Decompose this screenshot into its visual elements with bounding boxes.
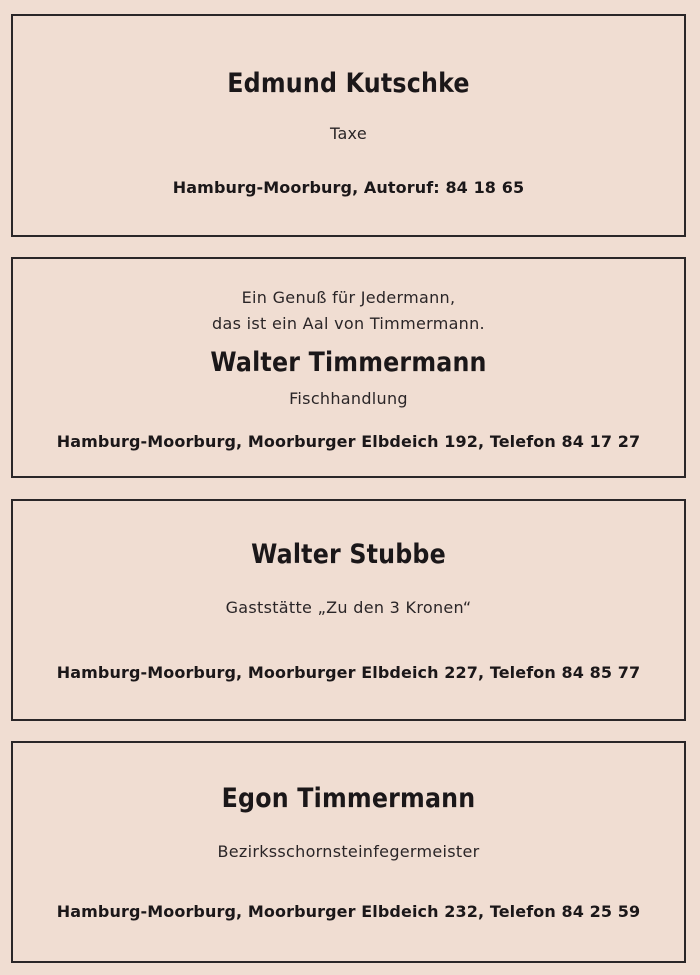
ad-slogan-line-1: Ein Genuß für Jedermann, [241,288,456,307]
ad-edmund-kutschke [11,14,686,237]
ad-subtitle: Bezirksschornsteinfegermeister [217,842,480,861]
ad-egon-timmermann [11,741,686,963]
ad-address: Hamburg-Moorburg, Moorburger Elbdeich 192, Telefon 84 17 27 [56,432,641,451]
ad-subtitle: Gaststätte „Zu den 3 Kronen“ [225,598,472,617]
ad-slogan-line-2: das ist ein Aal von Timmermann. [212,314,485,333]
ad-name: Walter Stubbe [251,539,446,570]
ad-walter-stubbe [11,499,686,721]
ad-name: Edmund Kutschke [227,68,470,99]
ad-walter-timmermann [11,257,686,478]
ad-subtitle: Fischhandlung [289,389,408,408]
ad-address: Hamburg-Moorburg, Autoruf: 84 18 65 [172,178,525,197]
ad-address: Hamburg-Moorburg, Moorburger Elbdeich 232, Telefon 84 25 59 [56,902,641,921]
ad-address: Hamburg-Moorburg, Moorburger Elbdeich 227, Telefon 84 85 77 [56,663,641,682]
ad-name: Egon Timmermann [221,783,476,814]
ad-subtitle: Taxe [330,124,367,143]
ad-name: Walter Timmermann [210,347,487,378]
